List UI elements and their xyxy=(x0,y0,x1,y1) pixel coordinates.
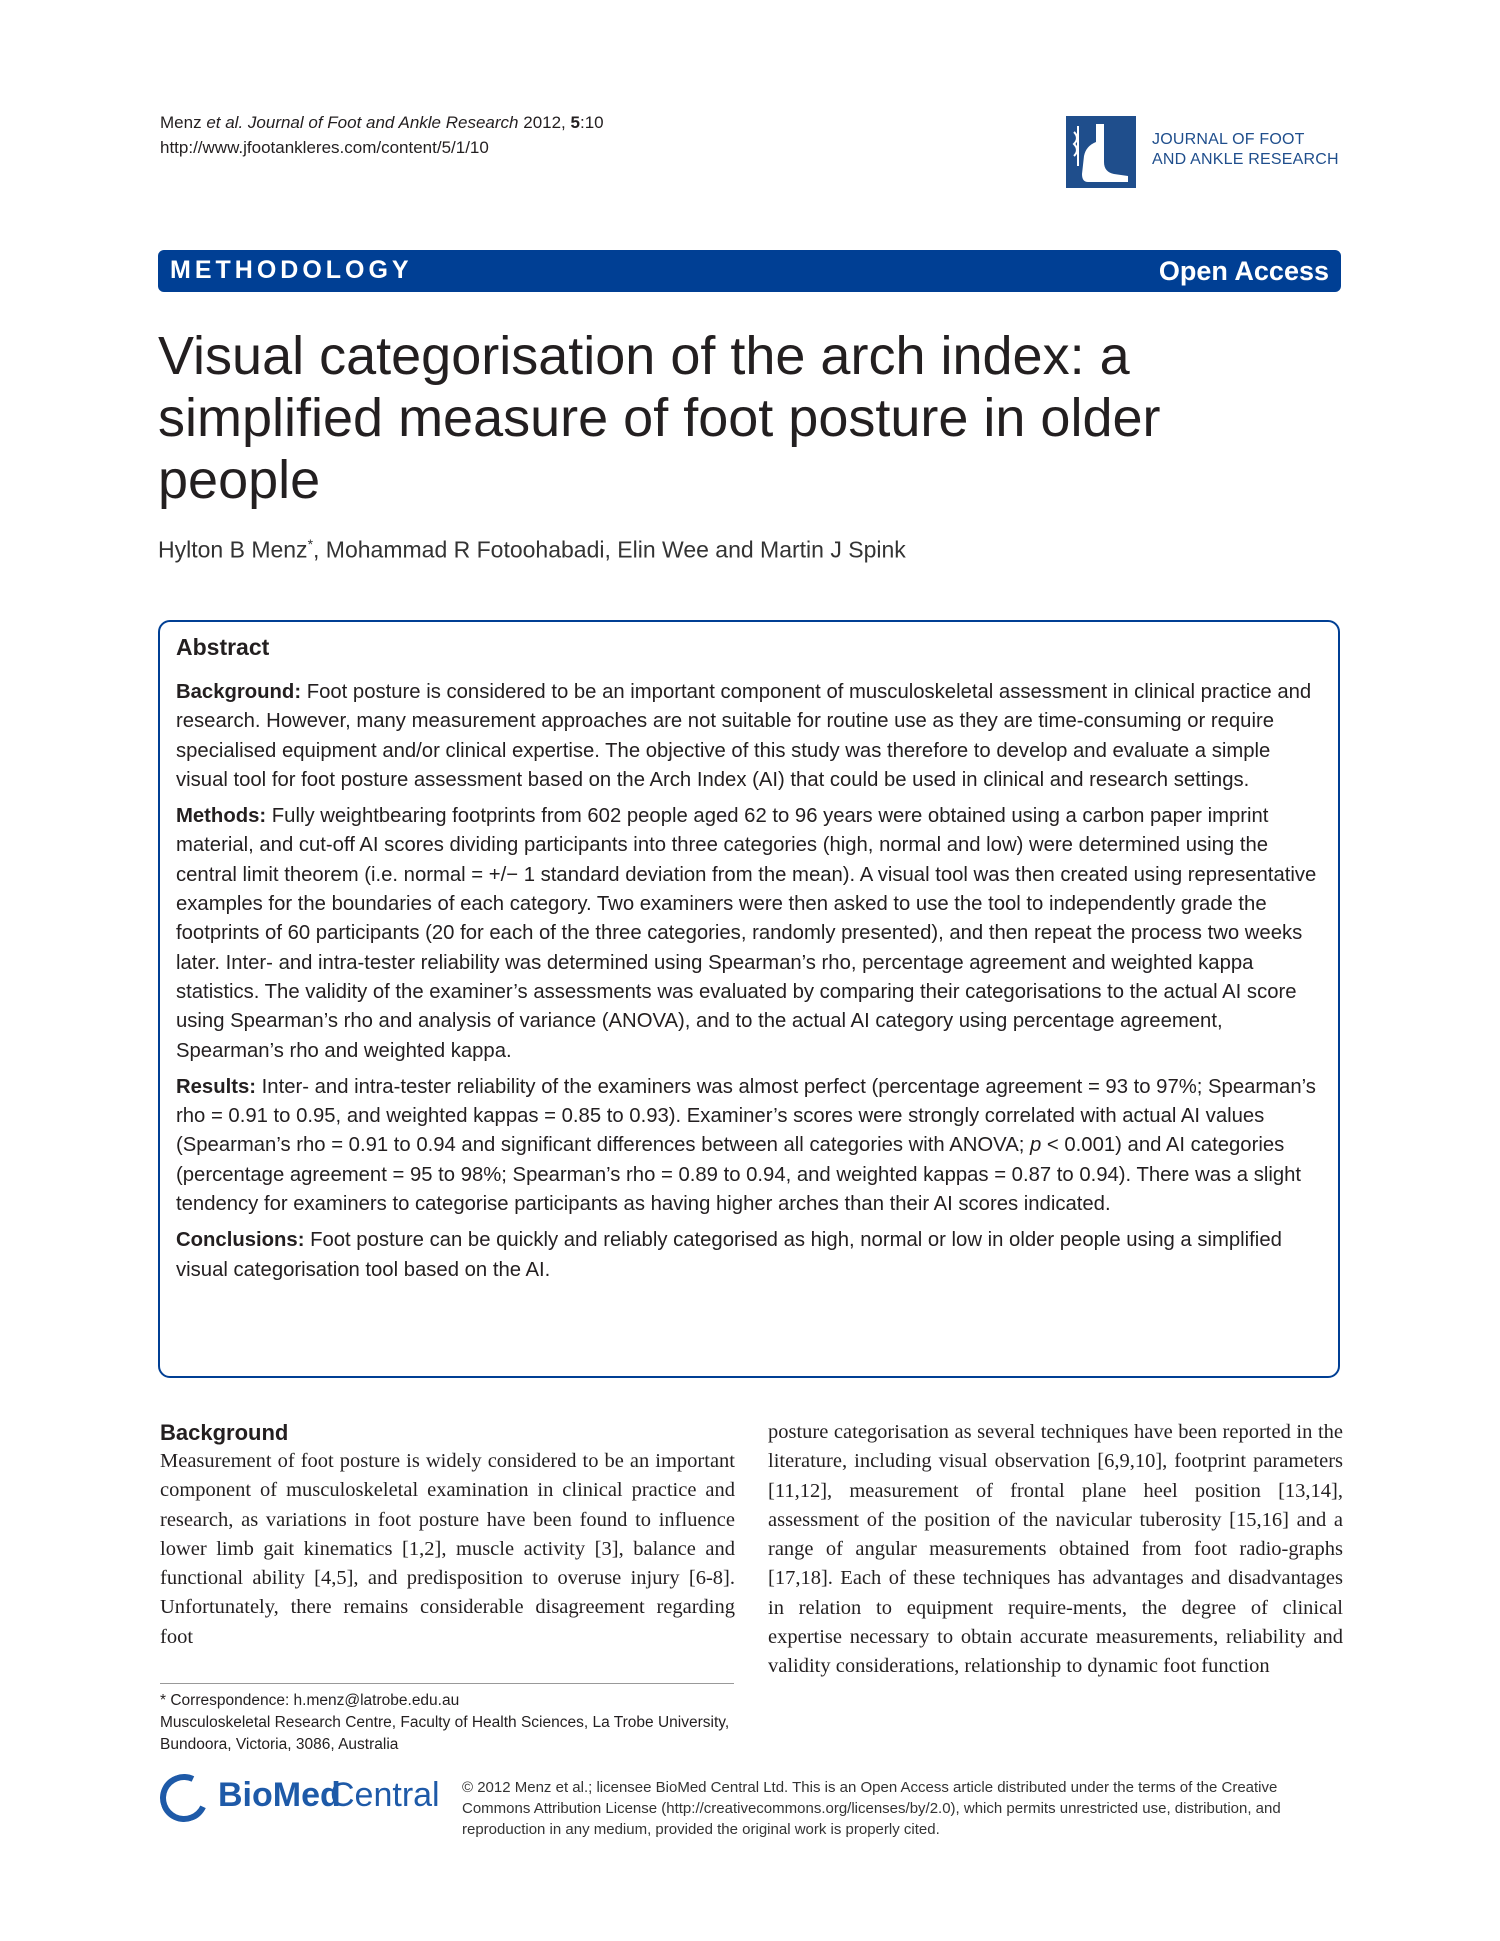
journal-logo-line1: JOURNAL OF FOOT xyxy=(1152,131,1305,148)
author-rest: , Mohammad R Fotoohabadi, Elin Wee and Martin J Spink xyxy=(313,536,906,563)
citation-line xyxy=(160,110,604,135)
footnote xyxy=(160,1690,735,1756)
citation-journal: Journal of Foot and Ankle Research xyxy=(247,113,519,132)
journal-logo-text xyxy=(1152,130,1339,170)
body-paragraph-right: posture categorisation as several techniques have been reported in the literature, including visual observation [6,9,10], footprint parameters [11,12], measurement of frontal plane heel position [13,14], assessment of the position of the navicular tuberosity [15,16] and a range of angular measurements obtained from foot radio-graphs [17,18]. Each of these techniques has advantages and disadvantages in relation to equipment require-ments, the degree of clinical expertise necessary to obtain accurate measurements, reliability and validity considerations, relationship to dynamic foot function xyxy=(768,1421,1343,1678)
citation-year: 2012, xyxy=(523,113,566,132)
abstract-conclusions xyxy=(176,1226,1321,1285)
publisher-name-regular: Central xyxy=(330,1776,440,1814)
body-paragraph-left: Measurement of foot posture is widely considered to be an important component of musculoskeletal examination in clinical practice and research, as variations in foot posture have been found to influence lower limb gait kinematics [1,2], muscle activity [3], balance and functional ability [4,5], and predisposition to overuse injury [6-8]. Unfortunately, there remains considerable disagreement regarding foot xyxy=(160,1450,735,1648)
abstract-results-p: p xyxy=(1030,1134,1042,1157)
abstract-methods-label: Methods: xyxy=(176,805,267,828)
open-access-label: Open Access xyxy=(1158,256,1329,286)
foot-ankle-logo-icon xyxy=(1066,116,1136,188)
article-type-label: METHODOLOGY xyxy=(170,256,413,284)
abstract-heading: Abstract xyxy=(176,634,270,660)
abstract-box xyxy=(158,620,1340,1378)
abstract-methods xyxy=(176,802,1321,1066)
citation-author: Menz xyxy=(160,113,202,132)
abstract-body xyxy=(176,678,1321,1292)
footnote-divider xyxy=(160,1683,734,1684)
citation-et-al: et al. xyxy=(206,113,244,132)
affiliation-note: Musculoskeletal Research Centre, Faculty of Health Sciences, La Trobe University, Bundoora, Victoria, 3086, Australia xyxy=(160,1714,730,1753)
abstract-results-text-1: Inter- and intra-tester reliability of the examiners was almost perfect (percentage agreement = 93 to 97%; Spearman’s rho = 0.91 to 0.95, and weighted kappas = 0.85 to 0.93). Examiner’s scores were strongly correlated with actual AI values (Spearman’s rho = 0.91 to 0.94 and significant differences between all categories with ANOVA; xyxy=(176,1075,1316,1157)
journal-logo-line2: AND ANKLE RESEARCH xyxy=(1152,151,1339,168)
citation-header xyxy=(160,110,604,160)
biomed-central-logo xyxy=(160,1772,440,1832)
correspondence-mark: * xyxy=(307,536,314,552)
author-list xyxy=(158,536,906,564)
publisher-name-bold: BioMed xyxy=(218,1776,341,1814)
body-column-left xyxy=(160,1418,735,1652)
correspondence-note: * Correspondence: h.menz@latrobe.edu.au xyxy=(160,1692,460,1709)
abstract-conclusions-label: Conclusions: xyxy=(176,1229,305,1252)
bmc-ring-icon xyxy=(153,1767,215,1829)
journal-logo xyxy=(1066,116,1356,190)
article-type-banner xyxy=(158,250,1341,292)
article-url[interactable]: http://www.jfootankleres.com/content/5/1/10 xyxy=(160,138,489,157)
abstract-background-label: Background: xyxy=(176,681,302,703)
abstract-background xyxy=(176,678,1321,795)
section-heading-background: Background xyxy=(160,1420,289,1445)
abstract-results xyxy=(176,1073,1321,1219)
abstract-conclusions-text: Foot posture can be quickly and reliably categorised as high, normal or low in older people using a simplified visual categorisation tool based on the AI. xyxy=(176,1229,1282,1281)
license-notice: © 2012 Menz et al.; licensee BioMed Central Ltd. This is an Open Access article distributed under the terms of the Creative Commons Attribution License (http://creativecommons.org/licenses/by/2.0), which permits unrestricted use, distribution, and reproduction in any medium, provided the original work is properly cited. xyxy=(462,1779,1281,1838)
author-first: Hylton B Menz xyxy=(158,536,308,563)
abstract-background-text: Foot posture is considered to be an important component of musculoskeletal assessment in clinical practice and research. However, many measurement approaches are not suitable for routine use as they are time-consuming or require specialised equipment and/or clinical expertise. The objective of this study was therefore to develop and evaluate a simple visual tool for foot posture assessment based on the Arch Index (AI) that could be used in clinical and research settings. xyxy=(176,681,1312,791)
abstract-results-text-2: < 0.001) and AI categories (percentage agreement = 95 to 98%; Spearman’s rho = 0.89 to 0.94, and weighted kappas = 0.87 to 0.94). There was a slight tendency for examiners to categorise participants as having higher arches than their AI scores indicated. xyxy=(176,1134,1302,1216)
body-column-right xyxy=(768,1418,1343,1682)
abstract-methods-text: Fully weightbearing footprints from 602 people aged 62 to 96 years were obtained using a carbon paper imprint material, and cut-off AI scores dividing participants into three categories (high, normal and low) were determined using the central limit theorem (i.e. normal = +/− 1 standard deviation from the mean). A visual tool was then created using representative examples for the boundaries of each category. Two examiners were then asked to use the tool to independently grade the footprints of 60 participants (20 for each of the three categories, randomly presented), and then repeat the process two weeks later. Inter- and intra-tester reliability was determined using Spearman’s rho, percentage agreement and weighted kappa statistics. The validity of the examiner’s assessments was evaluated by comparing their categorisations to the actual AI score using Spearman’s rho and analysis of variance (ANOVA), and to the actual AI category using percentage agreement, Spearman’s rho and weighted kappa. xyxy=(176,805,1317,1062)
citation-volume: 5 xyxy=(570,113,580,132)
abstract-results-label: Results: xyxy=(176,1075,257,1098)
article-title: Visual categorisation of the arch index: a simplified measure of foot posture in older people xyxy=(158,326,1161,510)
citation-article: :10 xyxy=(579,113,604,132)
